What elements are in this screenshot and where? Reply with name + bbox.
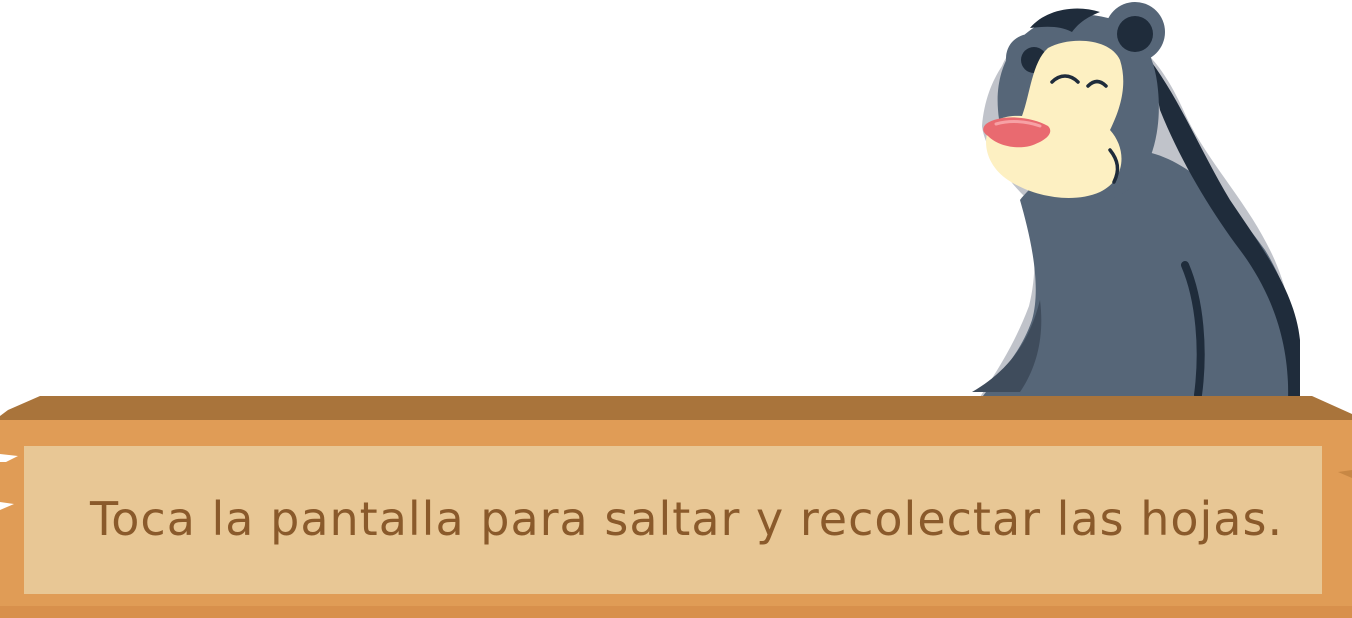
instruction-text: Toca la pantalla para saltar y recolectar las hojas.	[90, 492, 1284, 546]
spectacled-bear-icon	[960, 0, 1320, 400]
